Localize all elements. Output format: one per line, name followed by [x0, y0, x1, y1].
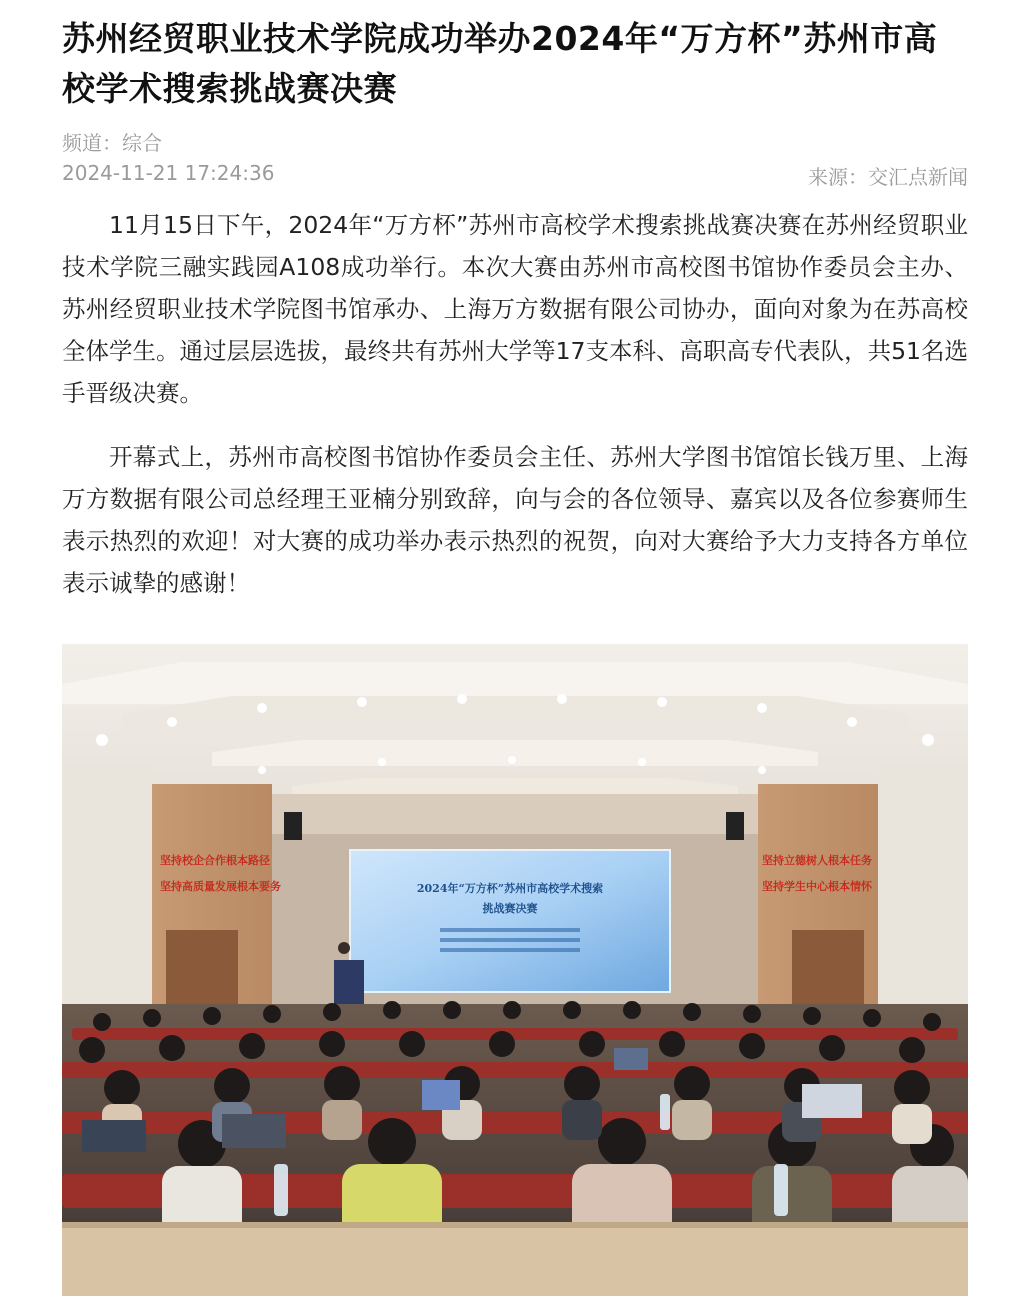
screen-title-1: 2024年“万方杯”苏州市高校学术搜索 [416, 882, 604, 895]
paragraph-1: 11月15日下午，2024年“万方杯”苏州市高校学术搜索挑战赛决赛在苏州经贸职业技术学院三融实践园A108成功举行。本次大赛由苏州市高校图书馆协作委员会主办、苏州经贸职业技术学院图书馆承办、上海万方数据有限公司协办，面向对象为在苏高校全体学生。通过层层选拔，最终共有苏州大学等17支本科、高职高专代表队，共51名选手晋级决赛。 [62, 211, 968, 407]
channel-label: 频道：综合 [62, 131, 162, 155]
speaker-right [726, 812, 744, 840]
left-slogan-2: 坚持高质量发展根本要务 [160, 880, 281, 893]
speaker-left [284, 812, 302, 840]
article-title: 苏州经贸职业技术学院成功举办2024年“万方杯”苏州市高校学术搜索挑战赛决赛 [62, 19, 938, 108]
front-desk [62, 1226, 968, 1296]
podium [334, 960, 364, 1004]
left-slogan-1: 坚持校企合作根本路径 [160, 854, 270, 867]
event-photo [62, 644, 968, 1296]
article [62, 0, 968, 604]
paragraph-2: 开幕式上，苏州市高校图书馆协作委员会主任、苏州大学图书馆馆长钱万里、上海万方数据有限公司总经理王亚楠分别致辞，向与会的各位领导、嘉宾以及各位参赛师生表示热烈的欢迎！对大赛的成功举办表示热烈的祝贺，向对大赛给予大力支持各方单位表示诚挚的感谢！ [62, 443, 968, 597]
source-label: 来源：交汇点新闻 [808, 165, 968, 189]
screen-title-2: 挑战赛决赛 [482, 902, 538, 915]
publish-date: 2024-11-21 17:24:36 [62, 161, 275, 185]
right-slogan-1: 坚持立德树人根本任务 [762, 854, 872, 867]
article-meta [62, 128, 968, 190]
right-slogan-2: 坚持学生中心根本情怀 [762, 880, 872, 893]
projection-screen [350, 850, 670, 992]
